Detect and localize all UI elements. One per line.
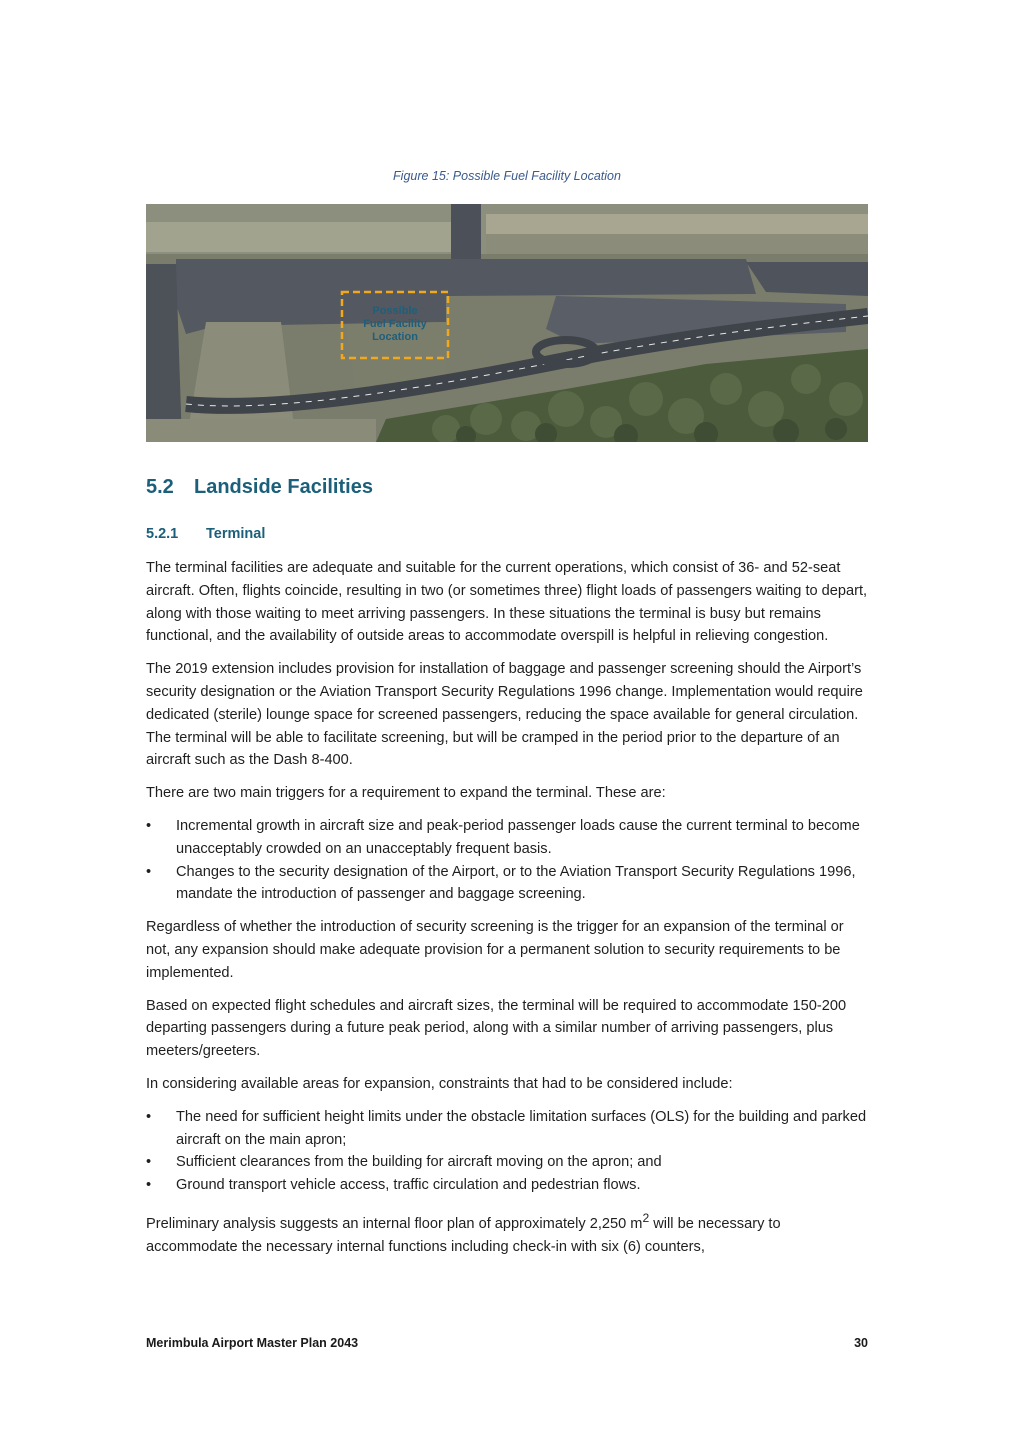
subsection-heading [146, 526, 265, 542]
subsection-number: 5.2.1 [146, 526, 179, 542]
section-heading [146, 476, 373, 499]
paragraph: The 2019 extension includes provision for installation of baggage and passenger screening should the Airport’s security designation or the Aviation Transport Security Regulations 1996 change. Implementation would require dedicated (sterile) lounge space for screened passengers, reducing the space available for general circulation. The terminal will be able to facilitate screening, but will be cramped in the period prior to the departure of an aircraft such as the Dash 8-400. [146, 661, 863, 769]
list-item: • Ground transport vehicle access, traffic circulation and pedestrian flows. [146, 1174, 872, 1197]
footer-title: Merimbula Airport Master Plan 2043 [146, 1336, 359, 1350]
paragraph: In considering available areas for expansion, constraints that had to be considered include: [146, 1075, 733, 1092]
fuel-label-line-2: Fuel Facility [363, 318, 427, 330]
bullet: • [146, 863, 152, 880]
aerial-photo [146, 204, 868, 442]
section-title: Landside Facilities [194, 476, 373, 498]
list-item: • Changes to the security designation of the Airport, or to the Aviation Transport Security Regulations 1996, mandate the introduction of passenger and baggage screening. [146, 861, 872, 907]
page-number: 30 [854, 1336, 868, 1350]
bullet: • [146, 1177, 152, 1194]
constraint-list [146, 1106, 872, 1197]
fuel-label-line-1: Possible [372, 305, 418, 317]
bullet: • [146, 1154, 152, 1171]
trigger-list [146, 815, 872, 906]
paragraph: Preliminary analysis suggests an internal floor plan of approximately 2,250 $m^2$ will be necessary to accommodate the necessary internal functions including check-in with six (6) counters, [146, 1210, 781, 1255]
figure-caption: Figure 15: Possible Fuel Facility Location [393, 169, 621, 183]
list-item: • Incremental growth in aircraft size and peak-period passenger loads cause the current terminal to become unacceptably crowded on an unacceptably frequent basis. [146, 815, 872, 861]
section-number: 5.2 [146, 476, 174, 498]
fuel-label-line-3: Location [372, 331, 418, 343]
subsection-title: Terminal [206, 526, 266, 542]
body-text [146, 557, 872, 1268]
bullet: • [146, 1108, 152, 1125]
paragraph: Based on expected flight schedules and aircraft sizes, the terminal will be required to accommodate 150-200 departing passengers during a future peak period, along with a similar number of arriving passengers, plus meeters/greeters. [146, 997, 847, 1060]
paragraph: Regardless of whether the introduction of security screening is the trigger for an expansion of the terminal or not, any expansion should make adequate provision for a permanent solution to security requirements to be implemented. [146, 919, 844, 981]
list-item: • The need for sufficient height limits under the obstacle limitation surfaces (OLS) for the building and parked aircraft on the main apron; [146, 1106, 872, 1152]
aerial-photo-illustration [146, 204, 868, 442]
paragraph: The terminal facilities are adequate and suitable for the current operations, which consist of 36- and 52-seat aircraft. Often, flights coincide, resulting in two (or sometimes three) flight loads of passengers waiting to depart, along with those waiting to meet arriving passengers. In these situations the terminal is busy but remains functional, and the availability of outside areas to accommodate overspill is helpful in relieving congestion. [146, 560, 868, 645]
bullet: • [146, 817, 152, 834]
paragraph: There are two main triggers for a requirement to expand the terminal. These are: [146, 785, 666, 802]
list-item: • Sufficient clearances from the building for aircraft moving on the apron; and [146, 1151, 872, 1174]
